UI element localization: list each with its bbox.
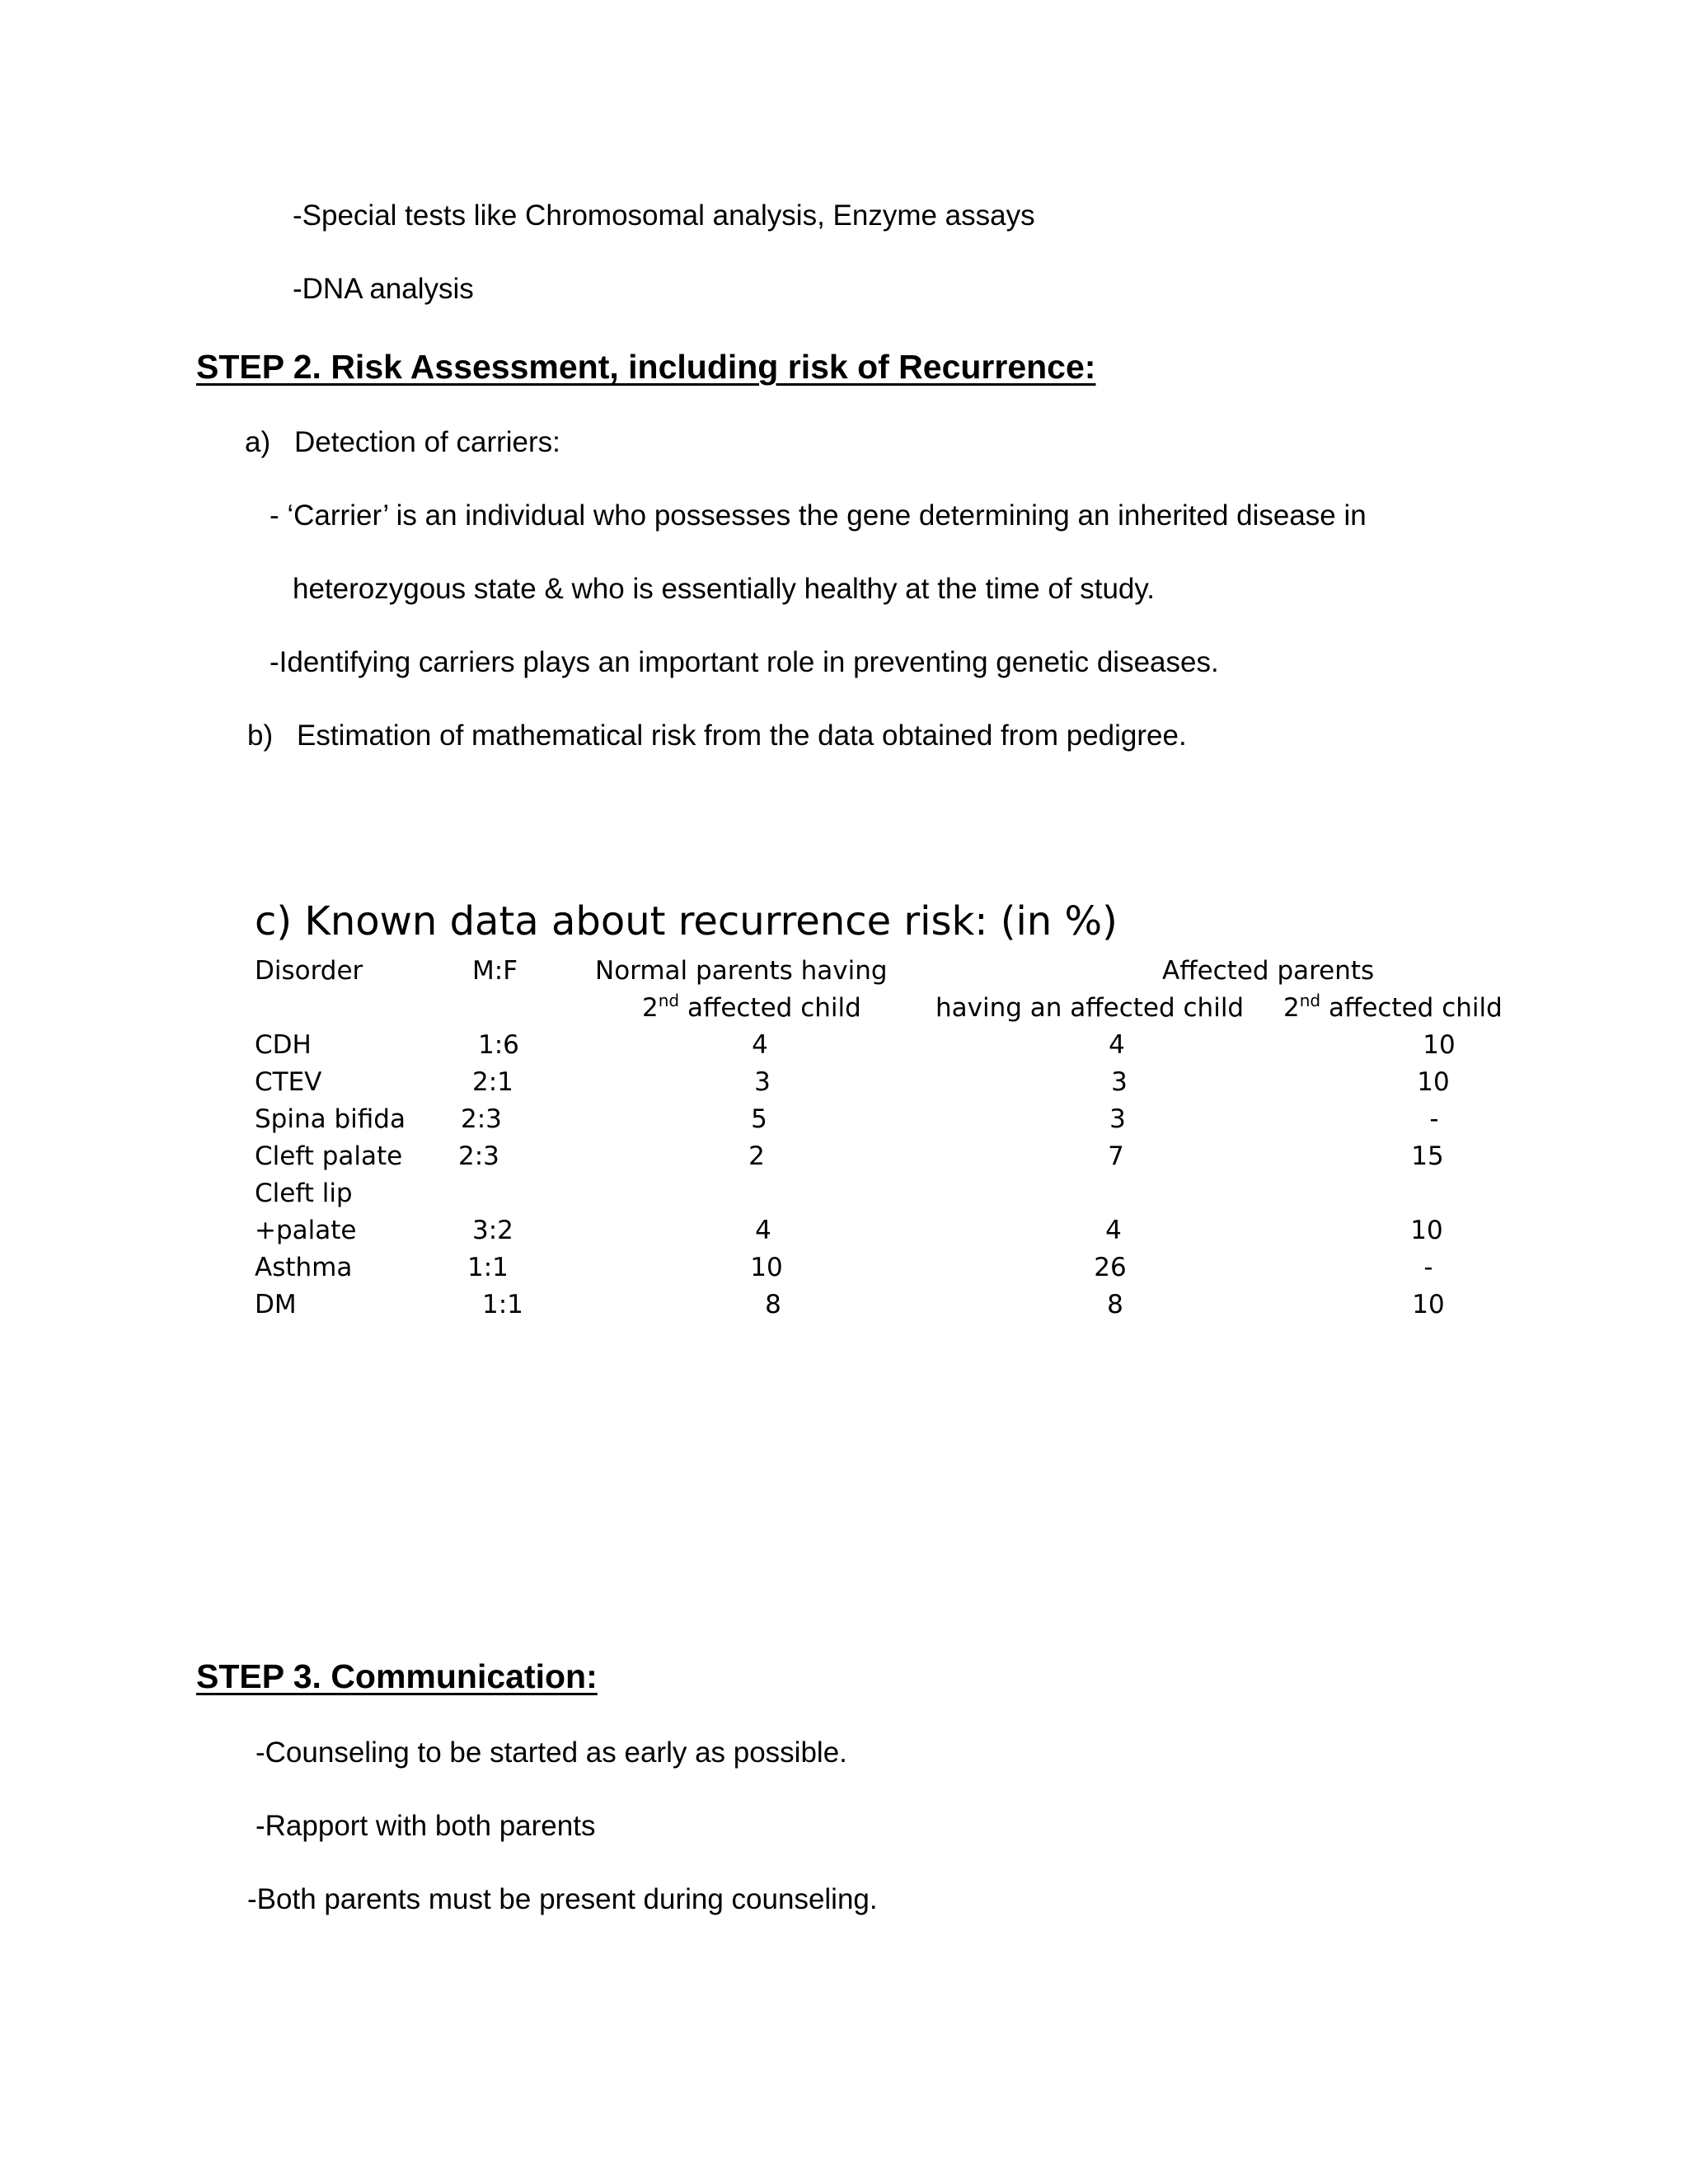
table-row-ratio: 1:1 [482,1290,523,1319]
header-affected-second-child [1283,991,1503,1024]
identifying-carriers-line: -Identifying carriers plays an important role in preventing genetic diseases. [270,646,1219,678]
header-affected-second-suffix: nd [1299,991,1321,1010]
table-row-disorder: Asthma [255,1253,353,1282]
table-row-affected-child: 4 [1109,1030,1125,1060]
table-row-affected-child: 8 [1107,1290,1123,1319]
table-row-disorder: Spina bifida [255,1104,406,1134]
table-row-disorder: +palate [255,1216,357,1245]
table-row-ratio: 3:2 [472,1216,513,1245]
communication-line-both-parents: -Both parents must be present during counseling. [247,1883,878,1915]
table-row-affected-child: 26 [1094,1253,1127,1282]
table-row-affected-second: 10 [1423,1030,1456,1060]
table-row-normal-second: 10 [750,1253,783,1282]
table-row-affected-second: - [1429,1104,1439,1134]
carrier-definition-line-1: - ‘Carrier’ is an individual who possesses the gene determining an inherited disease in [270,499,1367,532]
table-row-affected-second: - [1423,1253,1433,1282]
table-row-affected-second: 10 [1417,1067,1450,1097]
risk-table-title: c) Known data about recurrence risk: (in %) [255,898,1118,944]
table-row-ratio: 1:1 [467,1253,509,1282]
header-ratio: M:F [472,956,518,986]
table-row-ratio: 2:3 [461,1104,502,1134]
header-normal-parents: Normal parents having [595,956,888,986]
header-disorder: Disorder [255,956,363,986]
table-row-ratio: 2:1 [472,1067,513,1097]
item-b-marker: b) [247,719,274,752]
communication-line-rapport: -Rapport with both parents [256,1810,596,1842]
table-row-affected-second: 10 [1412,1290,1445,1319]
table-row-disorder: Cleft lip [255,1179,353,1208]
table-row-normal-second: 4 [755,1216,771,1245]
table-row-normal-second: 8 [765,1290,781,1319]
table-row-affected-child: 4 [1105,1216,1122,1245]
header-normal-second-child [642,991,861,1024]
header-affected-child: having an affected child [935,993,1245,1023]
table-row-affected-child: 7 [1108,1141,1124,1171]
step3-heading: STEP 3. Communication: [196,1657,598,1695]
item-a-text: Detection of carriers: [294,426,560,458]
item-a-marker: a) [245,426,271,458]
item-b-text: Estimation of mathematical risk from the data obtained from pedigree. [297,719,1187,752]
header-affected-parents: Affected parents [1162,956,1375,986]
header-normal-second-suffix: nd [658,991,680,1010]
table-row-normal-second: 3 [754,1067,771,1097]
header-normal-second-number: 2 [642,993,659,1023]
table-row-disorder: CDH [255,1030,312,1060]
header-affected-second-text: affected child [1320,993,1503,1023]
header-normal-second-text: affected child [679,993,861,1023]
table-row-affected-second: 10 [1410,1216,1443,1245]
intro-line-special-tests: -Special tests like Chromosomal analysis, Enzyme assays [293,199,1035,232]
table-row-affected-second: 15 [1411,1141,1444,1171]
table-row-disorder: Cleft palate [255,1141,403,1171]
table-row-normal-second: 2 [748,1141,765,1171]
table-row-disorder: DM [255,1290,297,1319]
carrier-definition-line-2: heterozygous state & who is essentially healthy at the time of study. [293,573,1156,605]
communication-line-early-counseling: -Counseling to be started as early as possible. [256,1736,847,1769]
table-row-affected-child: 3 [1109,1104,1126,1134]
table-row-ratio: 1:6 [478,1030,519,1060]
table-row-normal-second: 4 [752,1030,768,1060]
table-row-normal-second: 5 [751,1104,767,1134]
table-row-ratio: 2:3 [458,1141,499,1171]
intro-line-dna-analysis: -DNA analysis [293,273,474,305]
table-row-disorder: CTEV [255,1067,322,1097]
table-row-affected-child: 3 [1111,1067,1128,1097]
step2-heading: STEP 2. Risk Assessment, including risk of Recurrence: [196,348,1096,386]
header-affected-second-number: 2 [1283,993,1300,1023]
